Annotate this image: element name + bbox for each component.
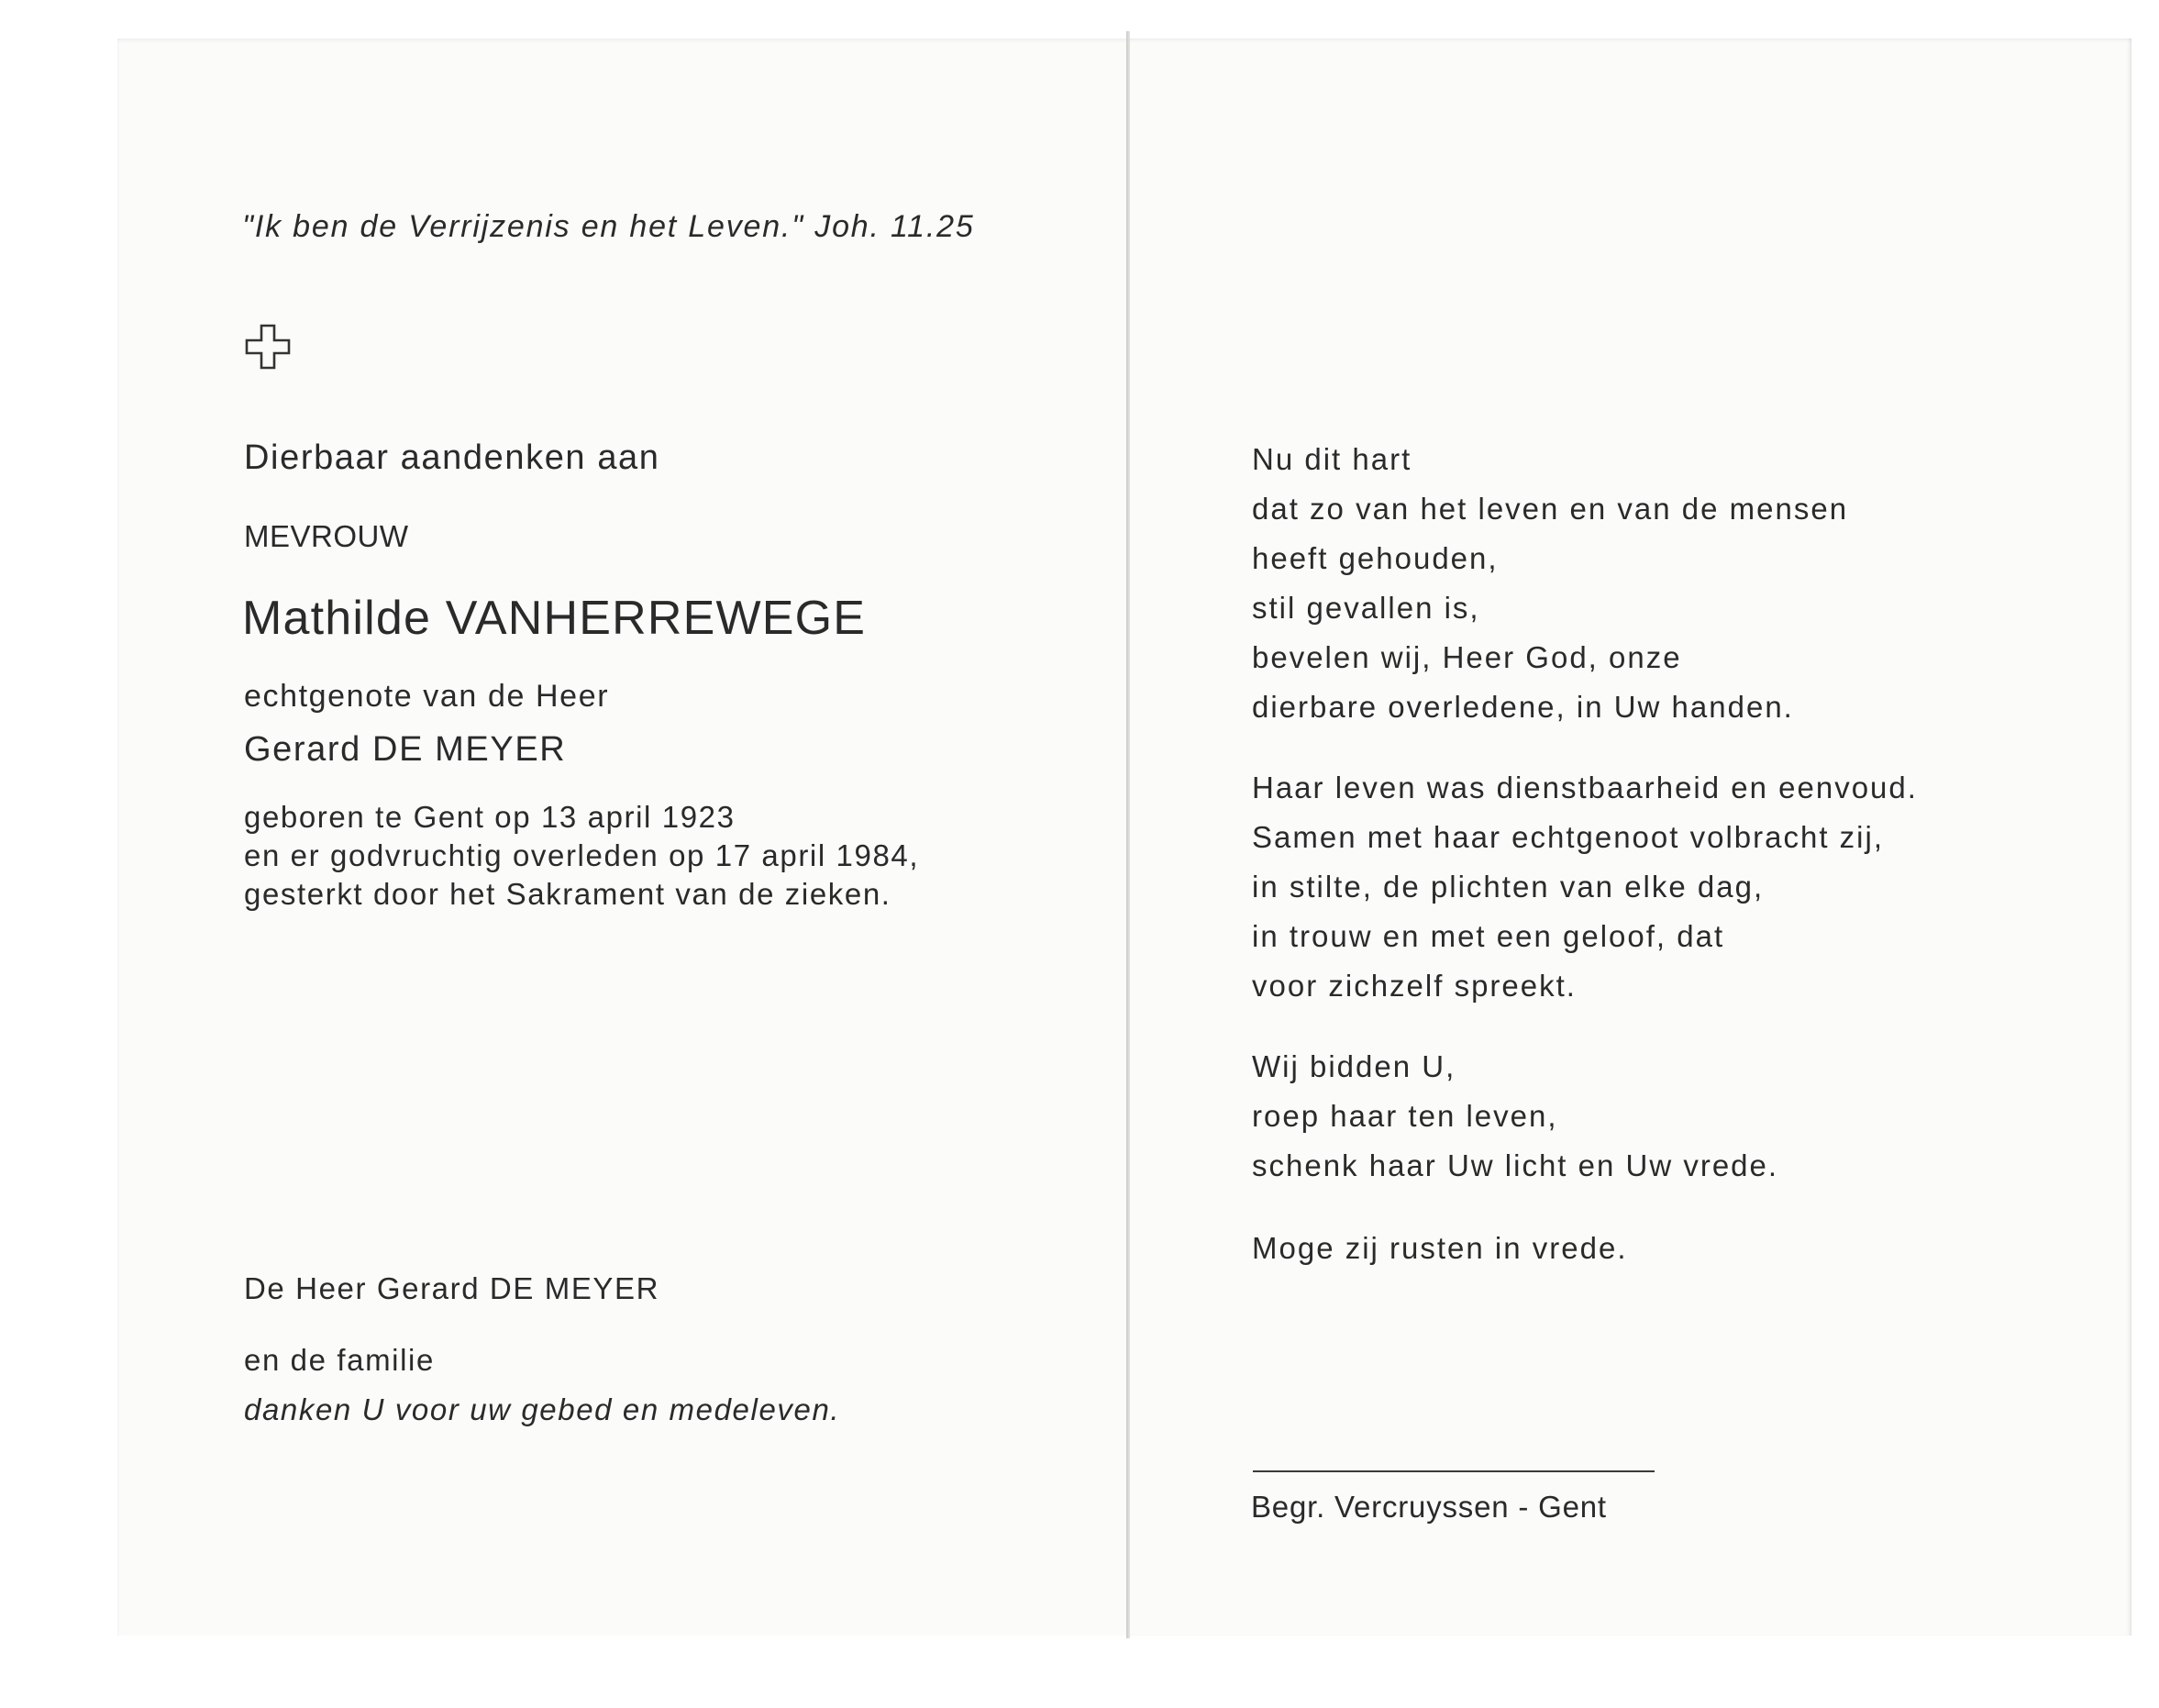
thanks-from: De Heer Gerard DE MEYER bbox=[244, 1271, 660, 1305]
cross-icon bbox=[244, 323, 292, 371]
printer-credit: Begr. Vercruyssen - Gent bbox=[1251, 1490, 1607, 1524]
life-line-sacrament: gesterkt door het Sakrament van de zieken. bbox=[244, 877, 891, 911]
poem-line: dat zo van het leven en van de mensen bbox=[1252, 492, 1849, 526]
closing-prayer: Moge zij rusten in vrede. bbox=[1252, 1231, 1628, 1265]
poem-line: Nu dit hart bbox=[1252, 442, 1412, 476]
honorific-title: MEVROUW bbox=[244, 519, 409, 553]
printer-divider bbox=[1253, 1470, 1655, 1472]
poem-line: heeft gehouden, bbox=[1252, 541, 1499, 575]
deceased-name: Mathilde VANHERREWEGE bbox=[242, 592, 867, 645]
life-line-birth: geboren te Gent op 13 april 1923 bbox=[244, 800, 736, 834]
poem-line: in stilte, de plichten van elke dag, bbox=[1252, 870, 1765, 904]
poem-line: roep haar ten leven, bbox=[1252, 1099, 1558, 1133]
poem-line: dierbare overledene, in Uw handen. bbox=[1252, 690, 1794, 724]
poem-line: stil gevallen is, bbox=[1252, 591, 1480, 625]
life-line-death: en er godvruchtig overleden op 17 april 1984, bbox=[244, 838, 920, 872]
poem-line: in trouw en met een geloof, dat bbox=[1252, 919, 1725, 953]
poem-line: voor zichzelf spreekt. bbox=[1252, 969, 1577, 1003]
poem-line: Samen met haar echtgenoot volbracht zij, bbox=[1252, 820, 1885, 854]
scripture-quote: "Ik ben de Verrijzenis en het Leven." Joh. 11.25 bbox=[242, 209, 975, 244]
poem-line: Wij bidden U, bbox=[1252, 1049, 1456, 1083]
spouse-intro: echtgenote van de Heer bbox=[244, 679, 610, 714]
remembrance-heading: Dierbaar aandenken aan bbox=[244, 438, 660, 477]
thanks-family: en de familie bbox=[244, 1343, 435, 1377]
thanks-message: danken U voor uw gebed en medeleven. bbox=[244, 1392, 841, 1426]
poem-line: bevelen wij, Heer God, onze bbox=[1252, 640, 1682, 674]
card-fold bbox=[1126, 31, 1130, 1638]
poem-line: schenk haar Uw licht en Uw vrede. bbox=[1252, 1148, 1779, 1182]
poem-line: Haar leven was dienstbaarheid en eenvoud. bbox=[1252, 771, 1918, 804]
spouse-name: Gerard DE MEYER bbox=[244, 730, 567, 769]
